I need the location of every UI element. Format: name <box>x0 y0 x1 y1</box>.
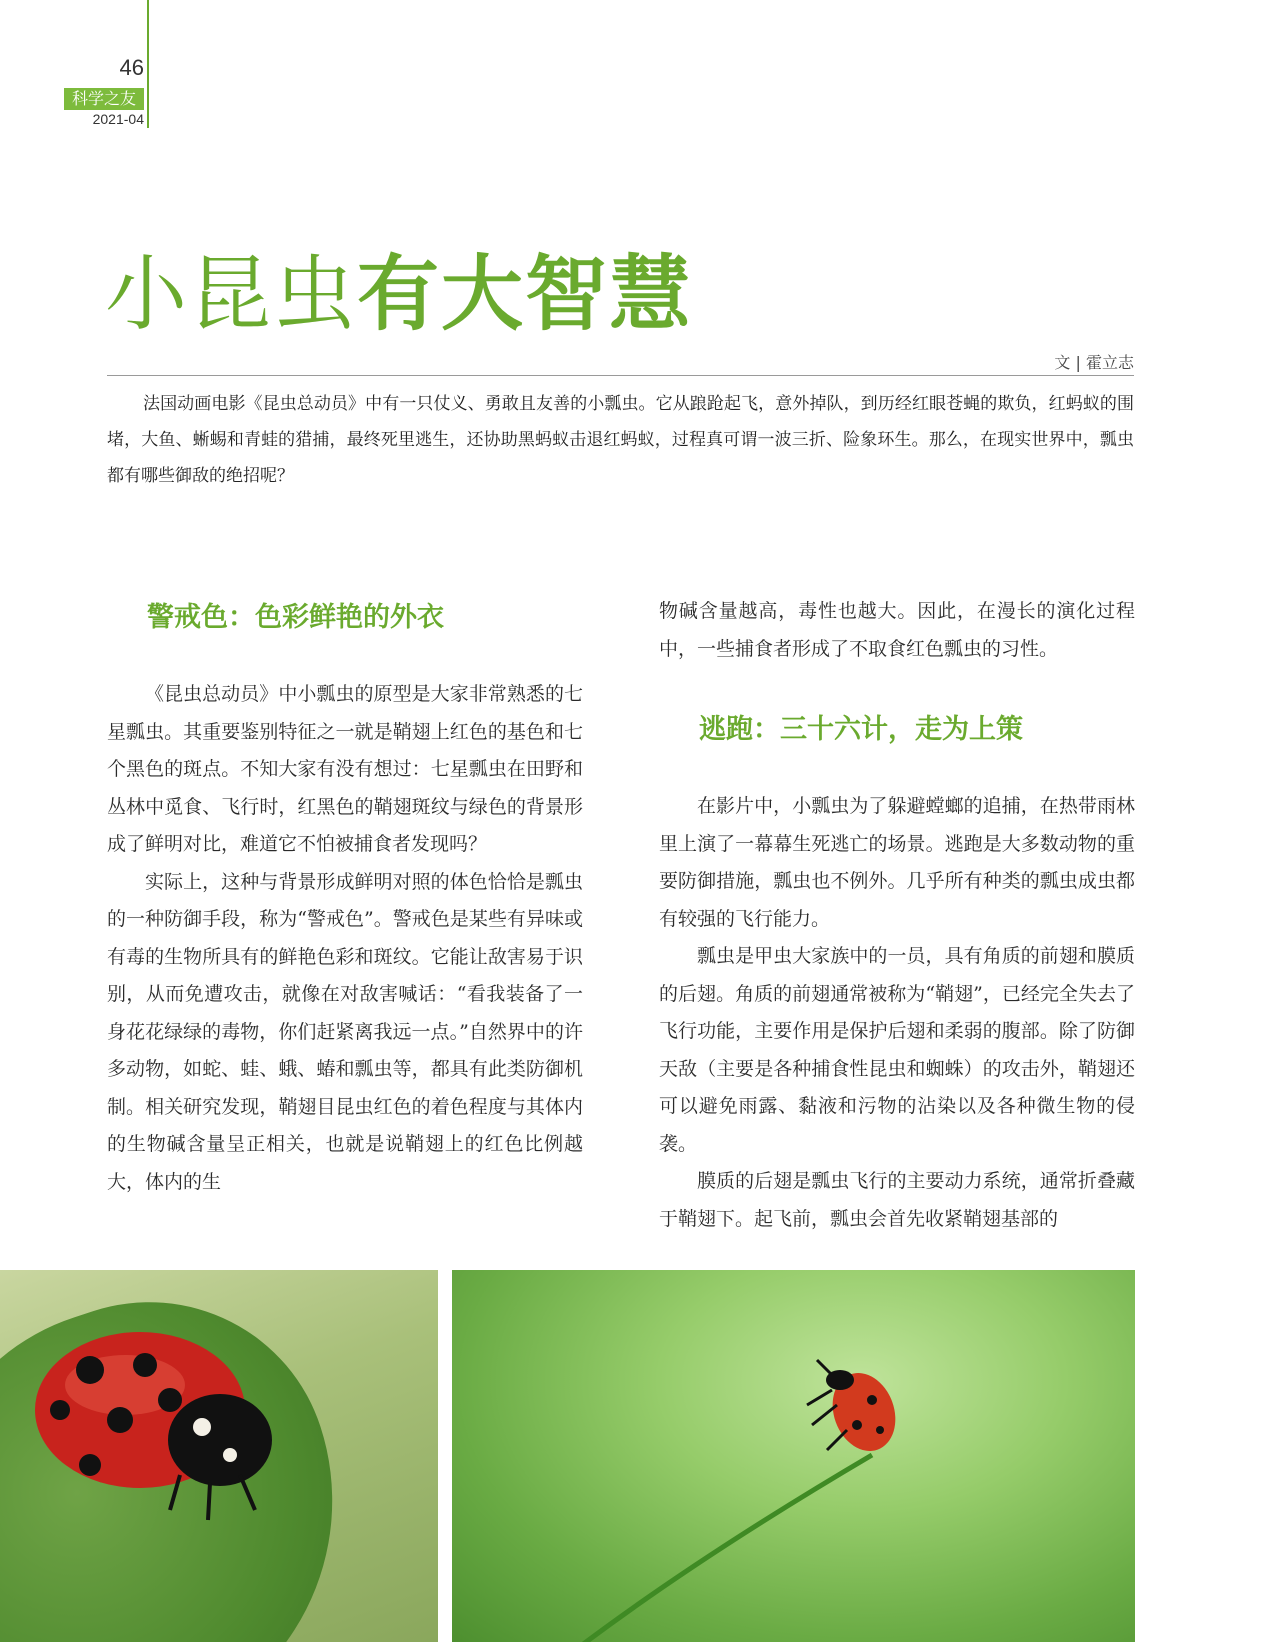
ladybug-icon <box>802 1350 912 1460</box>
body-paragraph: 《昆虫总动员》中小瓢虫的原型是大家非常熟悉的七星瓢虫。其重要鉴别特征之一就是鞘翅上红色的基色和七个黑色的斑点。不知大家有没有想过：七星瓢虫在田野和丛林中觅食、飞行时，红黑色的鞘翅斑纹与绿色的背景形成了鲜明对比，难道它不怕被捕食者发现吗？ <box>107 683 583 855</box>
body-paragraph: 膜质的后翅是瓢虫飞行的主要动力系统，通常折叠藏于鞘翅下。起飞前，瓢虫会首先收紧鞘翅基部的 <box>659 1170 1135 1230</box>
header-vertical-rule <box>147 0 149 128</box>
body-column-right <box>659 593 1135 1238</box>
magazine-name-badge: 科学之友 <box>64 88 144 110</box>
section-heading-escape: 逃跑：三十六计，走为上策 <box>699 714 1023 745</box>
title-light: 小昆虫 <box>105 247 358 342</box>
ladybug-on-grass-photo <box>452 1270 1135 1642</box>
title-bold: 有大智慧 <box>357 247 694 342</box>
body-paragraph: 瓢虫是甲虫大家族中的一员，具有角质的前翅和膜质的后翅。角质的前翅通常被称为“鞘翅”，已经完全失去了飞行功能，主要作用是保护后翅和柔弱的腹部。除了防御天敌（主要是各种捕食性昆虫和蜘蛛）的攻击外，鞘翅还可以避免雨露、黏液和污物的沾染以及各种微生物的侵袭。 <box>659 945 1135 1155</box>
page-number: 46 <box>119 55 144 80</box>
ladybug-on-leaf-photo <box>0 1270 438 1642</box>
article-title <box>105 245 693 345</box>
section-heading-warning-color: 警戒色：色彩鲜艳的外衣 <box>147 602 444 633</box>
author-byline: 文 | 霍立志 <box>1054 353 1134 372</box>
title-divider <box>107 375 1134 376</box>
grass-stem-icon <box>582 1445 882 1642</box>
body-paragraph-continued: 物碱含量越高，毒性也越大。因此，在漫长的演化过程中，一些捕食者形成了不取食红色瓢虫的习性。 <box>659 600 1135 660</box>
lead-paragraph: 法国动画电影《昆虫总动员》中有一只仗义、勇敢且友善的小瓢虫。它从踉跄起飞，意外掉队，到历经红眼苍蝇的欺负，红蚂蚁的围堵，大鱼、蜥蜴和青蛙的猎捕，最终死里逃生，还协助黑蚂蚁击退红蚂蚁，过程真可谓一波三折、险象环生。那么，在现实世界中，瓢虫都有哪些御敌的绝招呢？ <box>107 394 1134 486</box>
ladybug-icon <box>30 1315 290 1535</box>
issue-date: 2021-04 <box>92 111 144 127</box>
body-paragraph: 实际上，这种与背景形成鲜明对照的体色恰恰是瓢虫的一种防御手段，称为“警戒色”。警戒色是某些有异味或有毒的生物所具有的鲜艳色彩和斑纹。它能让敌害易于识别，从而免遭攻击，就像在对敌害喊话：“看我装备了一身花花绿绿的毒物，你们赶紧离我远一点。”自然界中的许多动物，如蛇、蛙、蛾、蝽和瓢虫等，都具有此类防御机制。相关研究发现，鞘翅目昆虫红色的着色程度与其体内的生物碱含量呈正相关，也就是说鞘翅上的红色比例越大，体内的生 <box>107 870 583 1193</box>
body-column-left <box>107 598 583 1201</box>
body-paragraph: 在影片中，小瓢虫为了躲避螳螂的追捕，在热带雨林里上演了一幕幕生死逃亡的场景。逃跑是大多数动物的重要防御措施，瓢虫也不例外。几乎所有种类的瓢虫成虫都有较强的飞行能力。 <box>659 795 1135 930</box>
